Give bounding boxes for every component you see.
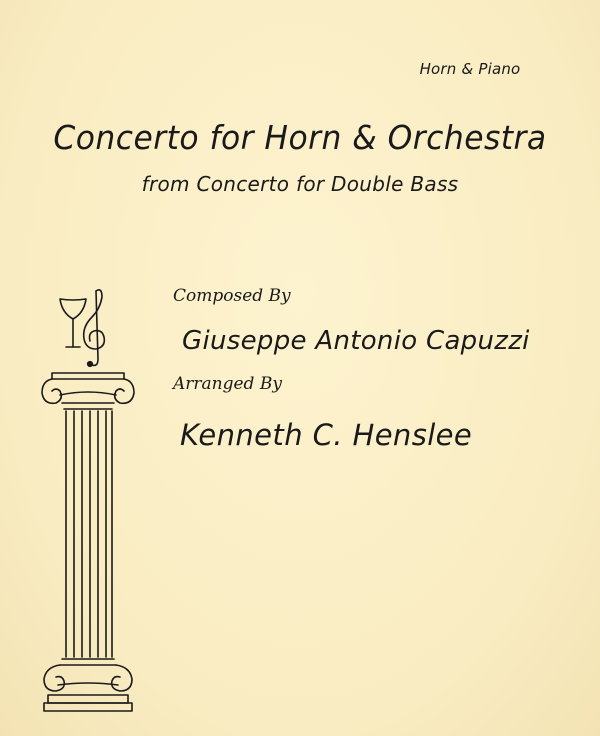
page-title: Concerto for Horn & Orchestra (53, 118, 547, 157)
composer-name: Giuseppe Antonio Capuzzi (182, 326, 530, 356)
arranger-name: Kenneth C. Henslee (180, 418, 473, 452)
composed-by-label: Composed By (173, 286, 291, 306)
page-subtitle: from Concerto for Double Bass (141, 172, 459, 196)
instrumentation-label: Horn & Piano (419, 60, 521, 78)
arranged-by-label: Arranged By (173, 374, 282, 394)
ionic-column-with-treble-clef-icon (38, 285, 138, 735)
